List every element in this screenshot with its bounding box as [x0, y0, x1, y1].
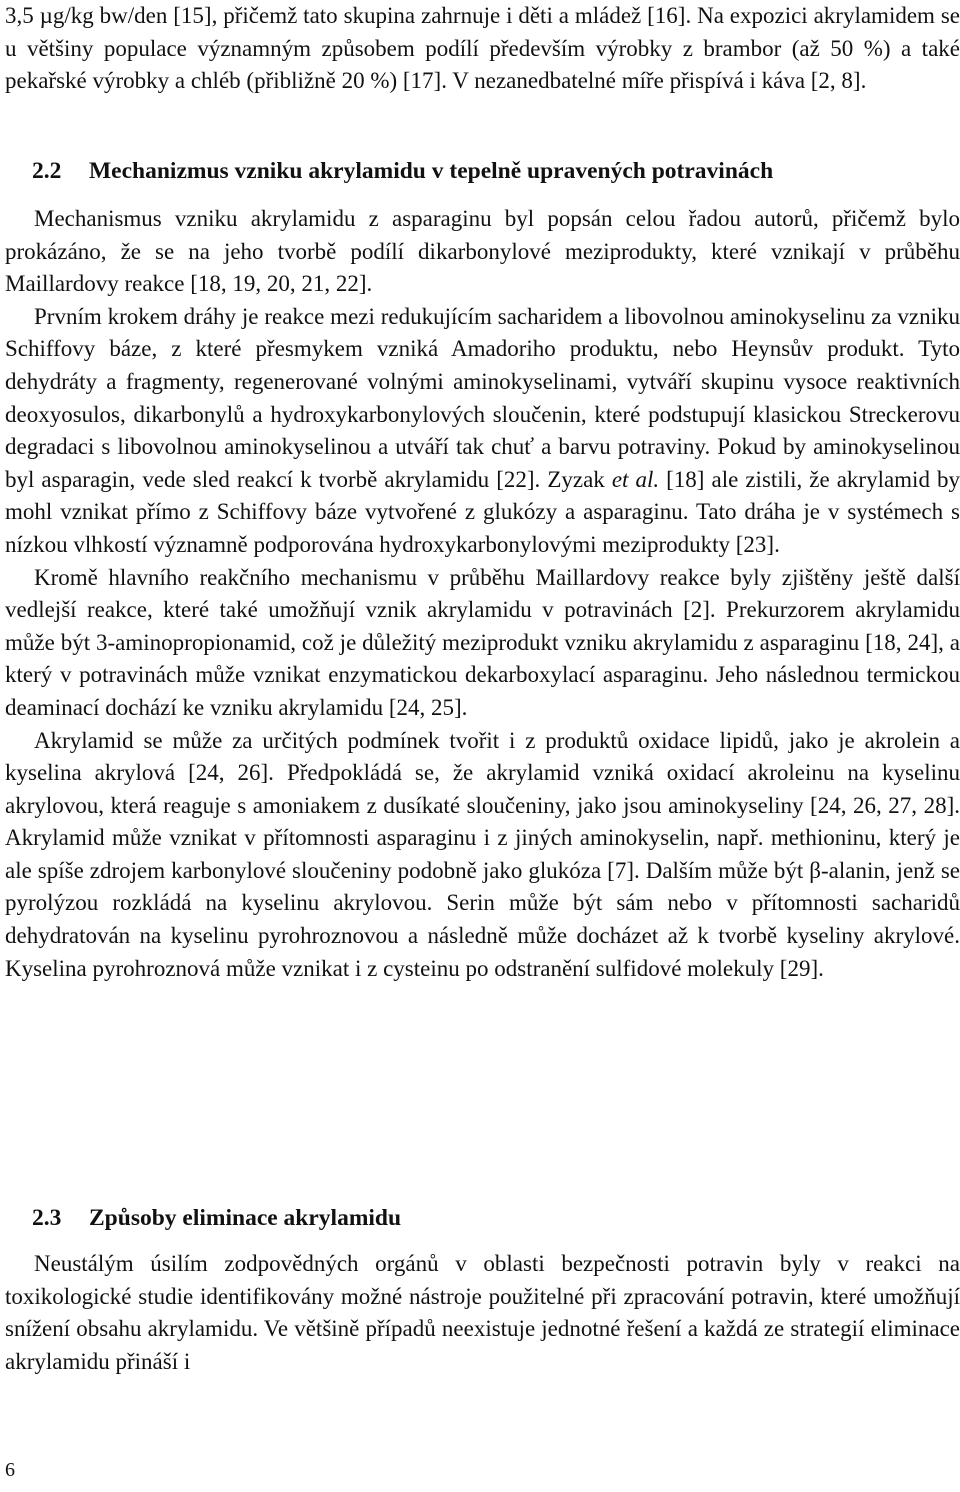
paragraph-text: Prvním krokem dráhy je reakce mezi redukujícím sacharidem a libovolnou aminokyselinu za vzniku Schiffovy báze, z které přesmykem vzniká Amadoriho produktu, nebo Heynsův produkt. Tyto dehydráty a fragmenty, regenerované volnými aminokyselinami, vytváří skupinu vysoce reaktivních deoxyosulos, dikarbonylů a hydroxykarbonylových sloučenin, které podstupují klasickou Streckerovu degradaci s libovolnou aminokyselinou a utváří tak chuť a barvu potraviny. Pokud by aminokyselinou byl asparagin, vede sled reakcí k tvorbě akrylamidu [22]. Zyzak: [5, 303, 960, 492]
section-title: Mechanizmus vzniku akrylamidu v tepelně upravených potravinách: [89, 158, 774, 184]
paragraph: Neustálým úsilím zodpovědných orgánů v oblasti bezpečnosti potravin byly v reakci na toxikologické studie identifikovány možné nástroje použitelné při zpracování potravin, které umožňují snížení obsahu akrylamidu. Ve většině případů neexistuje jednotné řešení a každá ze strategií eliminace akrylamidu přináší i: [5, 1251, 960, 1374]
page-number: 6: [5, 1459, 15, 1481]
paragraph: [5, 301, 960, 562]
section-heading-2-3: [32, 1205, 401, 1232]
section-2-3-body: [5, 1248, 960, 1378]
italic-text: et al.: [611, 466, 660, 492]
section-heading-2-2: [32, 158, 773, 185]
section-2-2-body: [5, 203, 960, 985]
paragraph: Akrylamid se může za určitých podmínek tvořit i z produktů oxidace lipidů, jako je akrolein a kyselina akrylová [24, 26]. Předpokládá se, že akrylamid vzniká oxidací akroleinu na kyselinu akrylovou, která reaguje s amoniakem z dusíkaté sloučeniny, jako jsou aminokyseliny [24, 26, 27, 28]. Akrylamid může vznikat v přítomnosti asparaginu i z jiných aminokyselin, např. methioninu, který je ale spíše zdrojem karbonylové sloučeniny podobně jako glukóza [7]. Dalším může být β-alanin, jenž se pyrolýzou rozkládá na kyselinu akrylovou. Serin může být sám nebo v přítomnosti sacharidů dehydratován na kyselinu pyrohroznovou a následně může docházet až k tvorbě kyseliny akrylové. Kyselina pyrohroznová může vznikat i z cysteinu po odstranění sulfidové molekuly [29].: [5, 727, 960, 981]
intro-paragraph: 3,5 µg/kg bw/den [15], přičemž tato skupina zahrnuje i děti a mládež [16]. Na expozici akrylamidem se u většiny populace významným způsobem podílí především výrobky z brambor (až 50 %) a také pekařské výrobky a chléb (přibližně 20 %) [17]. V nezanedbatelné míře přispívá i káva [2, 8].: [5, 3, 960, 94]
section-number: 2.2: [32, 158, 62, 184]
paragraph-text: [18] ale zistili, že akrylamid by mohl vznikat přímo z Schiffovy báze vytvořené z glukózy a asparaginu. Tato dráha je v systémech s nízkou vlhkostí významně podporována hydroxykarbonylovými meziprodukty [23].: [5, 466, 960, 557]
section-number: 2.3: [32, 1205, 62, 1231]
paragraph: Kromě hlavního reakčního mechanismu v průběhu Maillardovy reakce byly zjištěny ještě další vedlejší reakce, které také umožňují vznik akrylamidu v potravinách [2]. Prekurzorem akrylamidu může být 3-aminopropionamid, což je důležitý meziprodukt vzniku akrylamidu z asparaginu [18, 24], a který v potravinách může vznikat enzymatickou dekarboxylací asparaginu. Jeho následnou termickou deaminací dochází ke vzniku akrylamidu [24, 25].: [5, 564, 960, 720]
paragraph: Mechanismus vzniku akrylamidu z asparaginu byl popsán celou řadou autorů, přičemž bylo prokázáno, že se na jeho tvorbě podílí dikarbonylové meziprodukty, které vznikají v průběhu Maillardovy reakce [18, 19, 20, 21, 22].: [5, 206, 960, 297]
section-title: Způsoby eliminace akrylamidu: [89, 1205, 402, 1231]
